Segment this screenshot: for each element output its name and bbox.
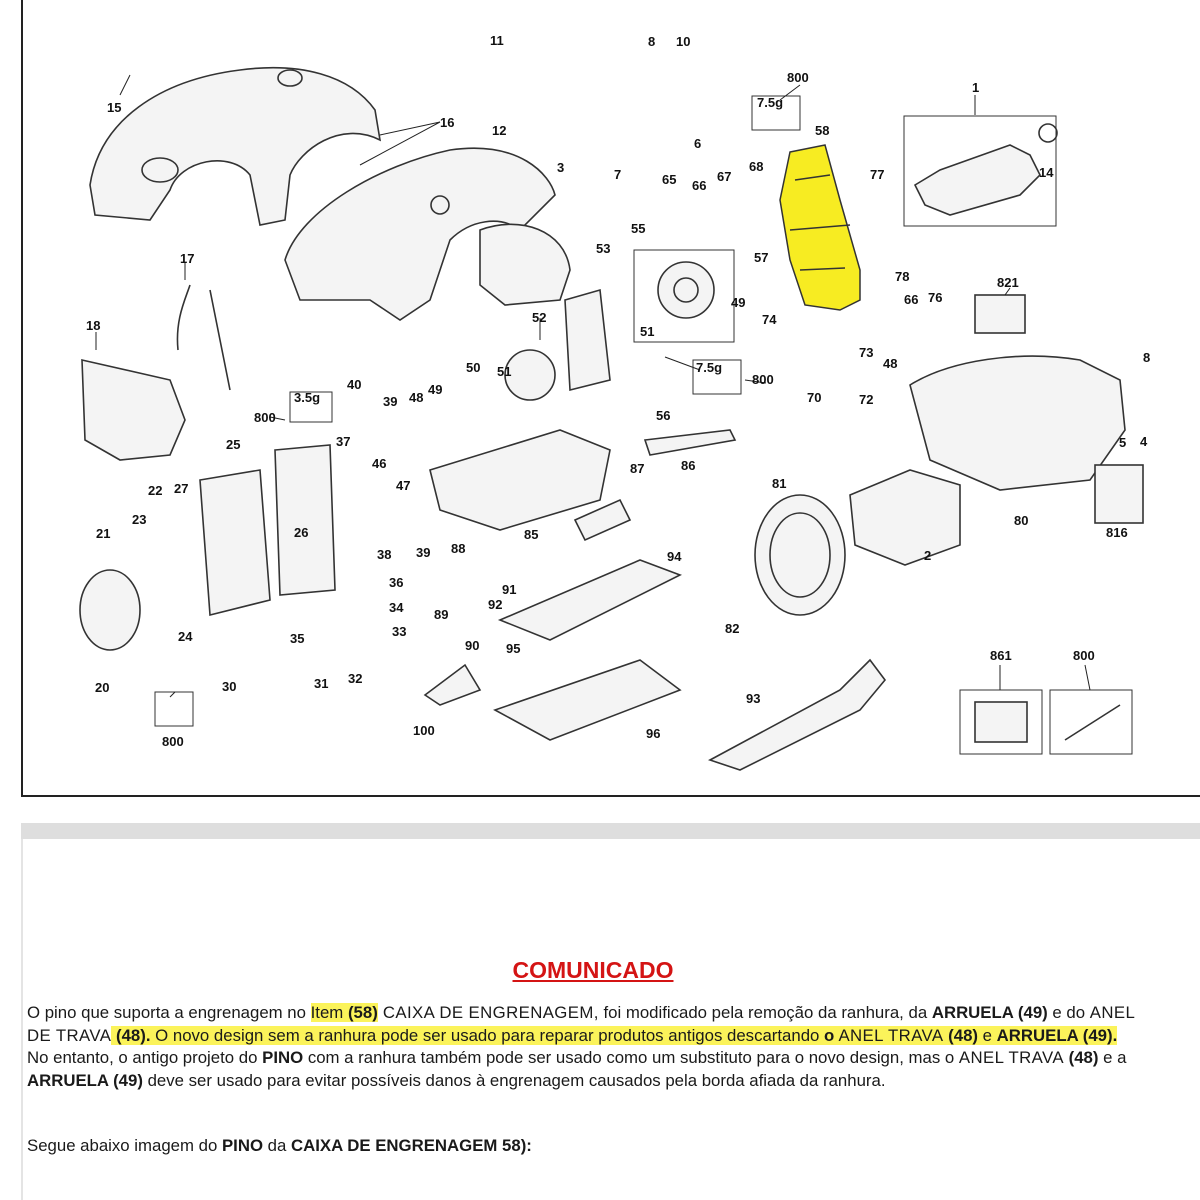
part-number: 52	[532, 310, 547, 325]
part-number: 67	[717, 169, 732, 184]
grease-label-c: 7.5g	[696, 360, 723, 375]
part-number: 48	[409, 390, 424, 405]
part-number: 14	[1039, 165, 1054, 180]
retaining-ring-term: ANEL TRAVA	[958, 1048, 1064, 1067]
part-number: 86	[681, 458, 696, 473]
notice-text: e do	[1047, 1003, 1090, 1022]
part-number: 800	[752, 372, 774, 387]
washer-term: ARRUELA (49)	[27, 1070, 143, 1090]
washer-term: ARRUELA (49)	[931, 1003, 1048, 1022]
notice-text-highlighted: O novo design sem a ranhura pode ser usado para reparar produtos antigos descartando	[150, 1025, 825, 1045]
part-number: 26	[294, 525, 309, 540]
part-number: 33	[392, 624, 407, 639]
notice-section	[21, 839, 1200, 1200]
field-stator	[850, 470, 960, 565]
part-number: 3	[557, 160, 565, 175]
part-number: 24	[178, 629, 193, 644]
notice-text: O pino que suporta a engrenagem no	[27, 1003, 311, 1022]
part-number: 38	[377, 547, 392, 562]
part-number: 39	[383, 394, 398, 409]
part-number: 53	[596, 241, 611, 256]
part-number: 7	[614, 167, 622, 182]
part-number: 40	[347, 377, 362, 392]
main-housing-half	[285, 148, 570, 320]
part-number: 49	[731, 295, 746, 310]
item-number: (58)	[347, 1003, 378, 1022]
part-number: 34	[389, 600, 404, 615]
part-number: 89	[434, 607, 449, 622]
notice-text: No entanto, o antigo projeto do	[27, 1048, 263, 1067]
armature	[904, 116, 1057, 226]
part-number: 57	[754, 250, 769, 265]
pin-term: PINO	[262, 1048, 304, 1067]
part-number: 11	[490, 33, 504, 48]
part-number: 12	[492, 123, 507, 138]
part-number: 50	[466, 360, 481, 375]
part-number: 51	[640, 324, 655, 339]
notice-text: foi modificado pela remoção da ranhura, da	[598, 1003, 932, 1022]
part-number: 81	[772, 476, 787, 491]
part-number: 77	[870, 167, 885, 182]
part-number: 30	[222, 679, 237, 694]
part-number: 66	[692, 178, 707, 193]
part-number: 65	[662, 172, 677, 187]
part-number: 22	[148, 483, 163, 498]
motor-housing	[910, 356, 1125, 490]
part-number: 85	[524, 527, 539, 542]
part-number: 27	[174, 481, 189, 496]
part-number: 96	[646, 726, 661, 741]
part-number: 78	[895, 269, 910, 284]
part-number: 48	[883, 356, 898, 371]
part-number: 76	[928, 290, 943, 305]
part-number: 800	[787, 70, 809, 85]
part-number: 46	[372, 456, 387, 471]
part-number: 39	[416, 545, 431, 560]
part-number: 66	[904, 292, 919, 307]
part-number: 15	[107, 100, 122, 115]
part-number: 93	[746, 691, 761, 706]
retaining-ring-number: (48)	[943, 1025, 978, 1045]
part-number: 70	[807, 390, 822, 405]
part-number: 800	[1073, 648, 1095, 663]
part-number: 95	[506, 641, 521, 656]
part-number: 6	[694, 136, 702, 151]
part-number: 821	[997, 275, 1019, 290]
fan-baffle	[755, 495, 845, 615]
part-number: 35	[290, 631, 305, 646]
gearbox-term: CAIXA DE ENGRENAGEM,	[377, 1003, 599, 1022]
part-number: 100	[413, 723, 435, 738]
notice-text-highlighted: e	[978, 1025, 997, 1045]
notice-title: COMUNICADO	[512, 957, 674, 983]
notice-paragraph	[27, 1002, 1137, 1092]
footer-text: Segue abaixo imagem do	[27, 1136, 222, 1155]
part-number: 16	[440, 115, 455, 130]
part-number: 18	[86, 318, 101, 333]
part-number: 91	[502, 582, 517, 597]
part-number: 23	[132, 512, 147, 527]
pin-term: PINO	[221, 1136, 264, 1155]
part-number: 25	[226, 437, 241, 452]
part-number: 90	[465, 638, 480, 653]
part-number: 92	[488, 597, 503, 612]
part-number: 8	[1143, 350, 1151, 365]
part-number: 80	[1014, 513, 1029, 528]
part-number: 816	[1106, 525, 1128, 540]
washer-term: ARRUELA (49).	[996, 1025, 1118, 1045]
notice-text: e a	[1098, 1048, 1127, 1067]
part-number: 2	[924, 548, 932, 563]
part-number: 87	[630, 461, 645, 476]
part-number: 55	[631, 221, 646, 236]
part-number: 88	[451, 541, 466, 556]
footer-text: da	[263, 1136, 292, 1155]
part-number: 5	[1119, 435, 1127, 450]
part-number: 47	[396, 478, 411, 493]
part-number: 49	[428, 382, 443, 397]
part-number: 31	[314, 676, 329, 691]
part-number: 36	[389, 575, 404, 590]
part-number: 82	[725, 621, 740, 636]
grease-label-b: 3.5g	[294, 390, 321, 405]
shoe-plate	[495, 560, 680, 740]
notice-text: com a ranhura também pode ser usado como um substituto para o novo design, mas o	[303, 1048, 959, 1067]
part-number: 74	[762, 312, 777, 327]
item-label: Item	[310, 1003, 348, 1022]
part-number: 8	[648, 34, 656, 49]
part-number: 73	[859, 345, 874, 360]
part-number: 56	[656, 408, 671, 423]
part-number-highlighted: 58	[815, 123, 830, 138]
retaining-ring-term: ANEL DE TRAVA	[27, 1003, 1135, 1045]
part-number: 37	[336, 434, 351, 449]
part-number: 17	[180, 251, 195, 266]
part-number: 68	[749, 159, 764, 174]
notice-text: deve ser usado para evitar possíveis danos à engrenagem causados pela borda afiada da ranhura.	[142, 1070, 886, 1090]
retaining-ring-term: ANEL TRAVA	[834, 1025, 944, 1045]
part-number: 20	[95, 680, 110, 695]
part-number: 21	[96, 526, 111, 541]
part-number: 800	[254, 410, 276, 425]
footer-line	[27, 1136, 532, 1156]
part-number: 94	[667, 549, 682, 564]
gearbox-term: CAIXA DE ENGRENAGEM 58):	[291, 1136, 532, 1155]
left-side-parts	[80, 285, 335, 650]
part-number: 800	[162, 734, 184, 749]
article: o	[824, 1025, 835, 1045]
part-number: 51	[497, 364, 512, 379]
part-number: 32	[348, 671, 363, 686]
part-number: 4	[1140, 434, 1148, 449]
grease-label-a: 7.5g	[757, 95, 784, 110]
retaining-ring-number: (48)	[1063, 1048, 1099, 1067]
part-number: 72	[859, 392, 874, 407]
gearbox-highlight	[780, 145, 860, 310]
part-number: 10	[676, 34, 691, 49]
retaining-ring-number: (48).	[111, 1025, 151, 1045]
part-number: 1	[972, 80, 980, 95]
section-divider	[21, 823, 1200, 839]
part-number: 861	[990, 648, 1012, 663]
